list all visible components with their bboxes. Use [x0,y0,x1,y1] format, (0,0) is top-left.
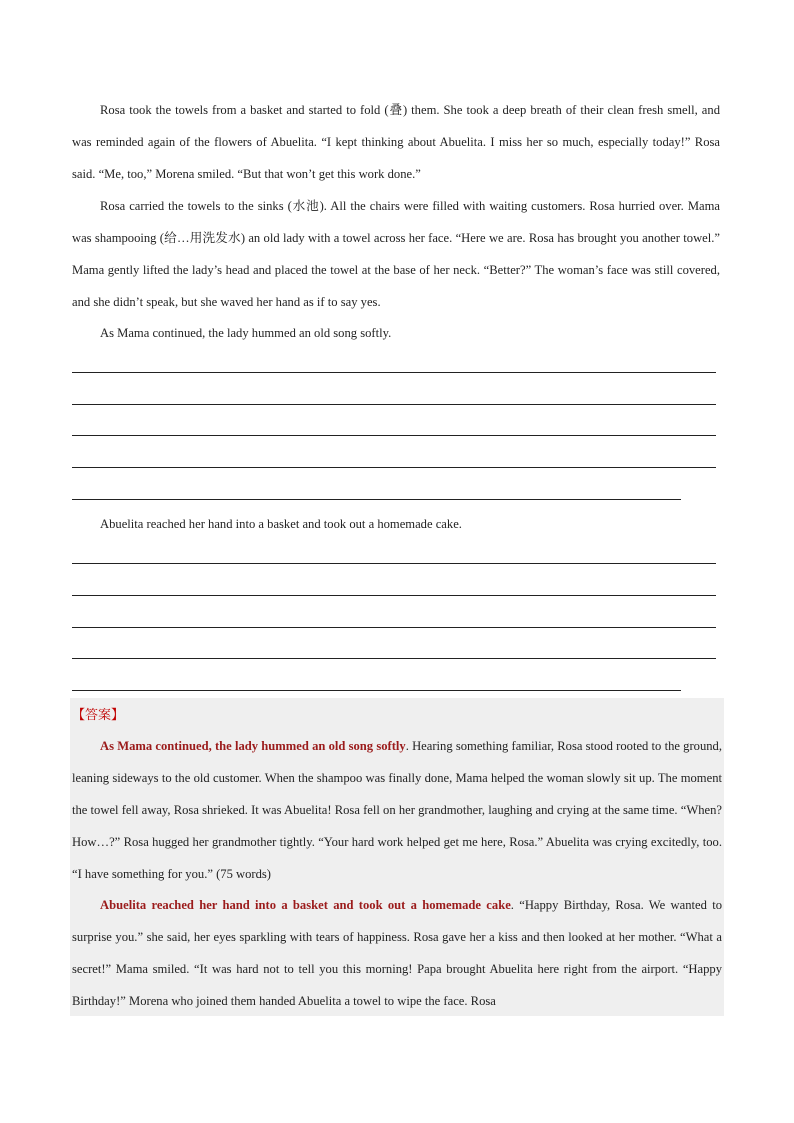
writing-line [72,435,716,436]
answer-paragraph-2-body: . “Happy Birthday, Rosa. We wanted to surprise you.” she said, her eyes sparkling with tears of happiness. Rosa gave her a kiss and then looked at her mother. “What a secret!” Mama smiled. “It was hard not to tell you this morning! Papa brought Abuelita here right from the airport. “Happy Birthday!” Morena who joined them handed Abuelita a towel to wipe the face. Rosa [72,898,722,1008]
answer-paragraph-2 [72,889,722,1017]
answer-paragraph-1 [72,730,722,890]
answer-paragraph-2-lead: Abuelita reached her hand into a basket and took out a homemade cake [100,898,511,912]
writing-line [72,690,681,691]
writing-line [72,658,716,659]
answer-paragraph-1-body: . Hearing something familiar, Rosa stood rooted to the ground, leaning sideways to the old customer. When the shampoo was finally done, Mama helped the woman slowly sit up. The moment the towel fell away, Rosa shrieked. It was Abuelita! Rosa fell on her grandmother, laughing and crying at the same time. “When? How…?” Rosa hugged her grandmother tightly. “Your hard work helped get me here, Rosa.” Abuelita was crying excitedly, too. “I have something for you.” (75 words) [72,739,722,881]
writing-line [72,404,716,405]
writing-line [72,499,681,500]
prompt-second-text: Abuelita reached her hand into a basket and took out a homemade cake. [100,517,462,531]
prompt-first-paragraph [72,317,720,349]
passage-paragraph-2-text: Rosa carried the towels to the sinks (水池). All the chairs were filled with waiting customers. Rosa hurried over. Mama was shampooing (给…用洗发水) an old lady with a towel across her face. “Here we are. Rosa has brought you another towel.” Mama gently lifted the lady’s head and placed the towel at the base of her neck. “Better?” The woman’s face was still covered, and she didn’t speak, but she waved her hand as if to say yes. [72,199,720,309]
passage-paragraph-2 [72,190,720,318]
writing-line [72,563,716,564]
writing-line [72,467,716,468]
writing-line [72,372,716,373]
writing-line [72,595,716,596]
writing-line [72,627,716,628]
passage-paragraph-1-text: Rosa took the towels from a basket and started to fold (叠) them. She took a deep breath of their clean fresh smell, and was reminded again of the flowers of Abuelita. “I kept thinking about Abuelita. I miss her so much, especially today!” Rosa said. “Me, too,” Morena smiled. “But that won’t get this work done.” [72,103,720,181]
passage-paragraph-1 [72,94,720,190]
prompt-second-paragraph [72,508,720,540]
prompt-first-text: As Mama continued, the lady hummed an old song softly. [100,326,392,340]
answer-tag: 【答案】 [72,708,125,723]
answer-paragraph-1-lead: As Mama continued, the lady hummed an old song softly [100,739,406,753]
